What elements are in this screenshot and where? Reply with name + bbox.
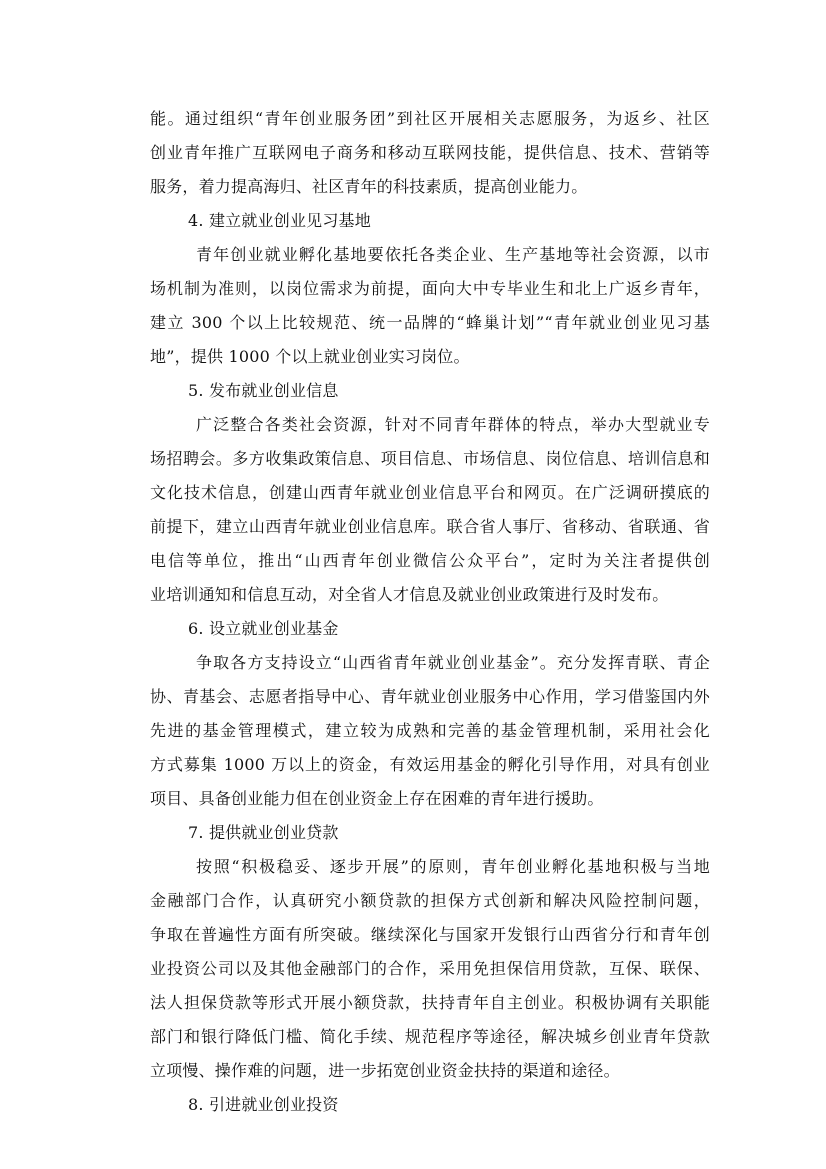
- section-heading-7: 7. 提供就业创业贷款: [188, 823, 339, 842]
- section-heading-5: 5. 发布就业创业信息: [188, 381, 339, 400]
- paragraph-line: 创业青年推广互联网电子商务和移动互联网技能，提供信息、技术、营销等: [150, 143, 710, 162]
- paragraph-line: 建立 300 个以上比较规范、统一品牌的“蜂巢计划”“青年就业创业见习基: [150, 313, 710, 332]
- paragraph-line: 文化技术信息，创建山西青年就业创业信息平台和网页。在广泛调研摸底的: [150, 483, 710, 502]
- paragraph-line: 法人担保贷款等形式开展小额贷款，扶持青年自主创业。积极协调有关职能: [150, 993, 710, 1012]
- paragraph-line: 地”，提供 1000 个以上就业创业实习岗位。: [150, 347, 470, 366]
- paragraph-line: 项目、具备创业能力但在创业资金上存在困难的青年进行援助。: [150, 789, 604, 808]
- paragraph-line: 场招聘会。多方收集政策信息、项目信息、市场信息、岗位信息、培训信息和: [150, 449, 710, 468]
- paragraph-line: 广泛整合各类社会资源，针对不同青年群体的特点，举办大型就业专: [196, 415, 710, 434]
- paragraph-line: 青年创业就业孵化基地要依托各类企业、生产基地等社会资源，以市: [196, 245, 710, 264]
- paragraph-line: 金融部门合作，认真研究小额贷款的担保方式创新和解决风险控制问题，: [150, 891, 710, 910]
- paragraph-line: 业培训通知和信息互动，对全省人才信息及就业创业政策进行及时发布。: [150, 585, 669, 604]
- paragraph-line: 电信等单位，推出“山西青年创业微信公众平台”，定时为关注者提供创: [150, 551, 710, 570]
- section-heading-6: 6. 设立就业创业基金: [188, 619, 339, 638]
- paragraph-line: 协、青基会、志愿者指导中心、青年就业创业服务中心作用，学习借鉴国内外: [150, 687, 710, 706]
- paragraph-line: 争取各方支持设立“山西省青年就业创业基金”。充分发挥青联、青企: [196, 653, 710, 672]
- paragraph-line: 能。通过组织“青年创业服务团”到社区开展相关志愿服务，为返乡、社区: [150, 109, 710, 128]
- paragraph-line: 前提下，建立山西青年就业创业信息库。联合省人事厅、省移动、省联通、省: [150, 517, 710, 536]
- paragraph-line: 业投资公司以及其他金融部门的合作，采用免担保信用贷款，互保、联保、: [150, 959, 710, 978]
- section-heading-4: 4. 建立就业创业见习基地: [188, 211, 371, 230]
- paragraph-line: 方式募集 1000 万以上的资金，有效运用基金的孵化引导作用，对具有创业: [150, 755, 710, 774]
- paragraph-line: 服务，着力提高海归、社区青年的科技素质，提高创业能力。: [150, 177, 588, 196]
- paragraph-line: 场机制为准则，以岗位需求为前提，面向大中专毕业生和北上广返乡青年，: [150, 279, 710, 298]
- paragraph-line: 立项慢、操作难的问题，进一步拓宽创业资金扶持的渠道和途径。: [150, 1061, 620, 1080]
- paragraph-line: 争取在普遍性方面有所突破。继续深化与国家开发银行山西省分行和青年创: [150, 925, 710, 944]
- paragraph-line: 先进的基金管理模式，建立较为成熟和完善的基金管理机制，采用社会化: [150, 721, 710, 740]
- document-body: [150, 102, 710, 1122]
- paragraph-line: 按照“积极稳妥、逐步开展”的原则，青年创业孵化基地积极与当地: [196, 857, 710, 876]
- paragraph-line: 部门和银行降低门槛、简化手续、规范程序等途径，解决城乡创业青年贷款: [150, 1027, 710, 1046]
- section-heading-8: 8. 引进就业创业投资: [188, 1095, 339, 1114]
